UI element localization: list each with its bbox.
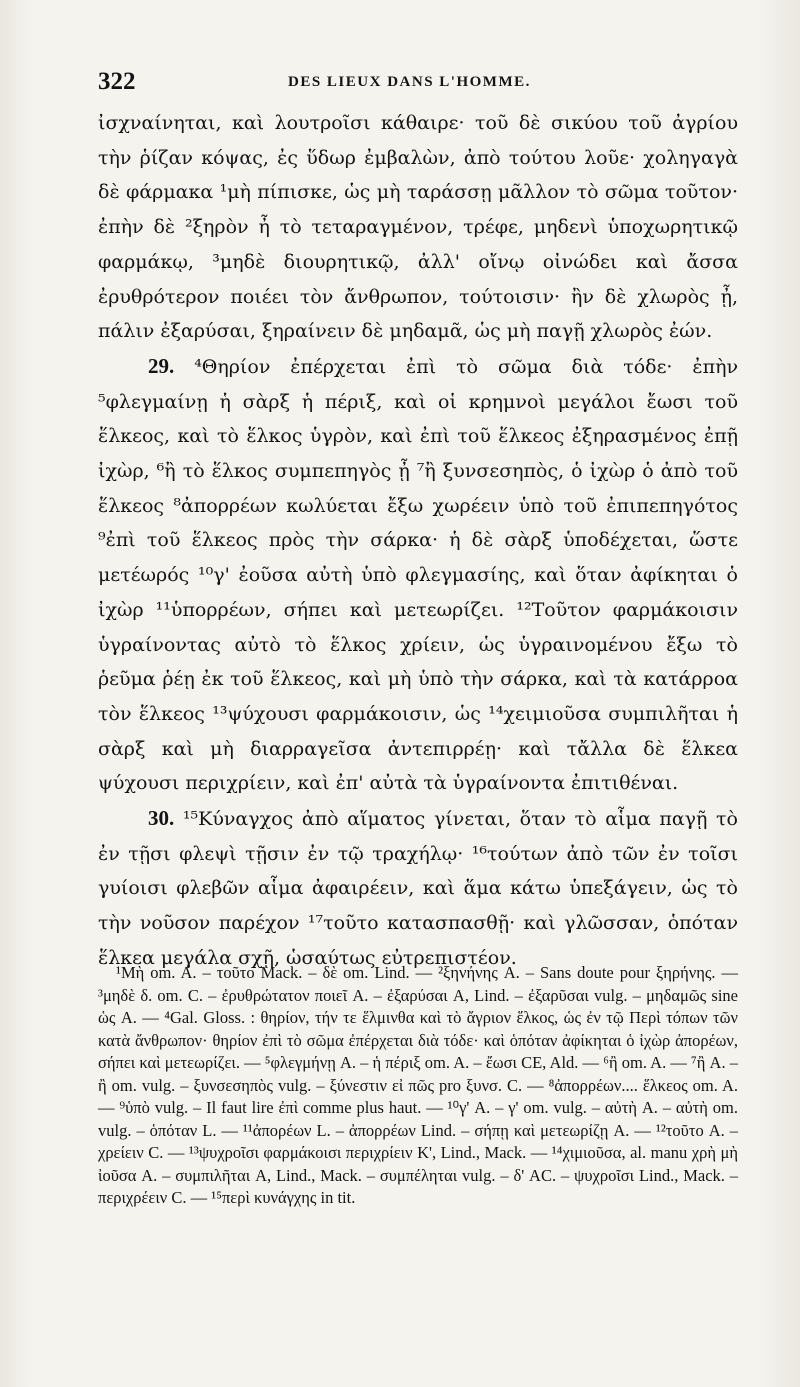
- footnotes-text: ¹Μὴ om. A. – τοῦτο Mack. – δὲ om. Lind. — ²ξηνήνης A. – Sans doute pour ξηρήνης. — ³μηδὲ δ. om. C. – ἐρυθρώτατον ποιεῖ A. – ἐξαρύσαι A, Lind. – ἐξαρῦσαι vulg. – μηδαμῶς sine ὡς A. — ⁴Gal. Gloss. : θηρίον, τήν τε ἕλμινθα καὶ τὸ ἄγριον ἕλκος, ὡς ἐν τῷ Περὶ τόπων τῶν κατὰ ἄνθρωπον· θηρίον ἐπὶ τὸ σῶμα ἐπέρχεται διὰ τόδε· καὶ ὁπόταν ἀφίκηται ὁ ἰχὼρ ἀπορέων, σήπει καὶ μετεωρίζει. — ⁵φλεγμήνῃ A. – ἡ πέριξ om. A. – ἔωσι CE, Ald. — ⁶ἢ om. A. — ⁷ἢ A. – ἢ om. vulg. – ξυνσεσηπὸς vulg. – ξύνεστιν εἰ πῶς pro ξυνσ. C. — ⁸ἀπορρέων.... ἕλκεος om. A. — ⁹ὑπὸ vulg. – Il faut lire ἐπὶ comme plus haut. — ¹⁰γ' A. – γ' om. vulg. – αὐτὴ A. – αὐτὴ om. vulg. – ὁπόταν L. — ¹¹ἀπορέων L. – ἀπορρέων Lind. – σήπῃ καὶ μετεωρίζῃ A. — ¹²τοῦτο A. – χρείειν C. — ¹³ψυχροῖσι φαρμάκοισι περιχρίειν K', Lind., Mack. — ¹⁴χιμιοῦσα, al. manu χρὴ μὴ ἰοῦσα A. – συμπιλῆται A, Lind., Mack. – συμπέληται vulg. – δ' AC. – ψυχροῖσι Lind., Mack. – περιχρέειν C. — ¹⁵περὶ κυνάγχης in tit.: [98, 963, 738, 1207]
- section-30-text: ¹⁵Κύναγχος ἀπὸ αἵματος γίνεται, ὅταν τὸ αἷμα παγῇ τὸ ἐν τῇσι φλεψὶ τῇσιν ἐν τῷ τραχήλῳ· ¹⁶τούτων ἀπὸ τῶν ἐν τοῖσι γυίοισι φλεβῶν αἷμα ἀφαιρέειν, καὶ ἅμα κάτω ὑπεξάγειν, ὡς τὸ τὴν νοῦσον παρέχον ¹⁷τοῦτο κατασπασθῇ· καὶ γλῶσσαν, ὁπόταν ἕλκεα μεγάλα σχῇ, ὡσαύτως εὐτρεπιστέον.: [98, 808, 738, 969]
- paragraph-intro: ἰσχναίνηται, καὶ λουτροῖσι κάθαιρε· τοῦ δὲ σικύου τοῦ ἀγρίου τὴν ῥίζαν κόψας, ἐς ὕδωρ ἐμβαλὼν, ἀπὸ τούτου λοῦε· χοληγαγὰ δὲ φάρμακα ¹μὴ πίπισκε, ὡς μὴ ταράσσῃ μᾶλλον τὸ σῶμα τοῦτον· ἐπὴν δὲ ²ξηρὸν ἦ τὸ τεταραγμένον, τρέφε, μηδενὶ ὑποχωρητικῷ φαρμάκῳ, ³μηδὲ διουρητικῷ, ἀλλ' οἴνῳ οἰνώδει καὶ ἄσσα ἐρυθρότερον ποιέει τὸν ἄνθρωπον, τούτοισιν· ἢν δὲ χλωρὸς ᾖ, πάλιν ἐξαρύσαι, ξηραίνειν δὲ μηδαμᾶ, ὡς μὴ παγῇ χλωρὸς ἐών.: [98, 112, 738, 343]
- page-number: 322: [98, 68, 136, 95]
- section-number-30: 30.: [148, 806, 175, 831]
- main-text: [98, 106, 738, 976]
- running-head: DES LIEUX DANS L'HOMME.: [288, 74, 531, 90]
- section-number-29: 29.: [148, 353, 175, 378]
- page-header: [98, 68, 730, 98]
- section-29-text: ⁴Θηρίον ἐπέρχεται ἐπὶ τὸ σῶμα διὰ τόδε· ἐπὴν ⁵φλεγμαίνῃ ἡ σὰρξ ἡ πέριξ, καὶ οἱ κρημνοὶ μεγάλοι ἔωσι τοῦ ἕλκεος, καὶ τὸ ἕλκος ὑγρὸν, καὶ ἐπὶ τοῦ ἕλκεος ἐξηρασμένος ἐπῇ ἰχὼρ, ⁶ἢ τὸ ἕλκος συμπεπηγὸς ᾖ ⁷ἢ ξυνσεσηπὸς, ὁ ἰχὼρ ὁ ἀπὸ τοῦ ἕλκεος ⁸ἀπορρέων κωλύεται ἔξω χωρέειν ὑπὸ τοῦ ἐπιπεπηγότος ⁹ἐπὶ τοῦ ἕλκεος πρὸς τὴν σάρκα· ἡ δὲ σὰρξ ὑποδέχεται, ὥστε μετέωρός ¹⁰γ' ἐοῦσα αὐτὴ ὑπὸ φλεγμασίης, καὶ ὅταν ἀφίκηται ὁ ἰχὼρ ¹¹ὑπορρέων, σήπει καὶ μετεωρίζει. ¹²Τοῦτον φαρμάκοισιν ὑγραίνοντας αὐτὸ τὸ ἕλκος χρίειν, ὡς ὑγραινομένου ἔξω τὸ ῥεῦμα ῥέῃ ἐκ τοῦ ἕλκεος, καὶ μὴ ὑπὸ τὴν σάρκα, καὶ τὰ κατάρροα τὸν ἕλκεος ¹³ψύχουσι φαρμάκοισιν, ὡς ¹⁴χειμιοῦσα συμπιλῆται ἡ σὰρξ καὶ μὴ διαρραγεῖσα ἀντεπιρρέῃ· καὶ τἄλλα δὲ ἕλκεα ψύχουσι περιχρίειν, καὶ ἐπ' αὐτὰ τὰ ὑγραίνοντα ἐπιτιθέναι.: [98, 355, 739, 795]
- footnotes: [98, 962, 738, 1210]
- paragraph-section-29: [98, 349, 738, 801]
- paragraph-section-30: [98, 801, 738, 976]
